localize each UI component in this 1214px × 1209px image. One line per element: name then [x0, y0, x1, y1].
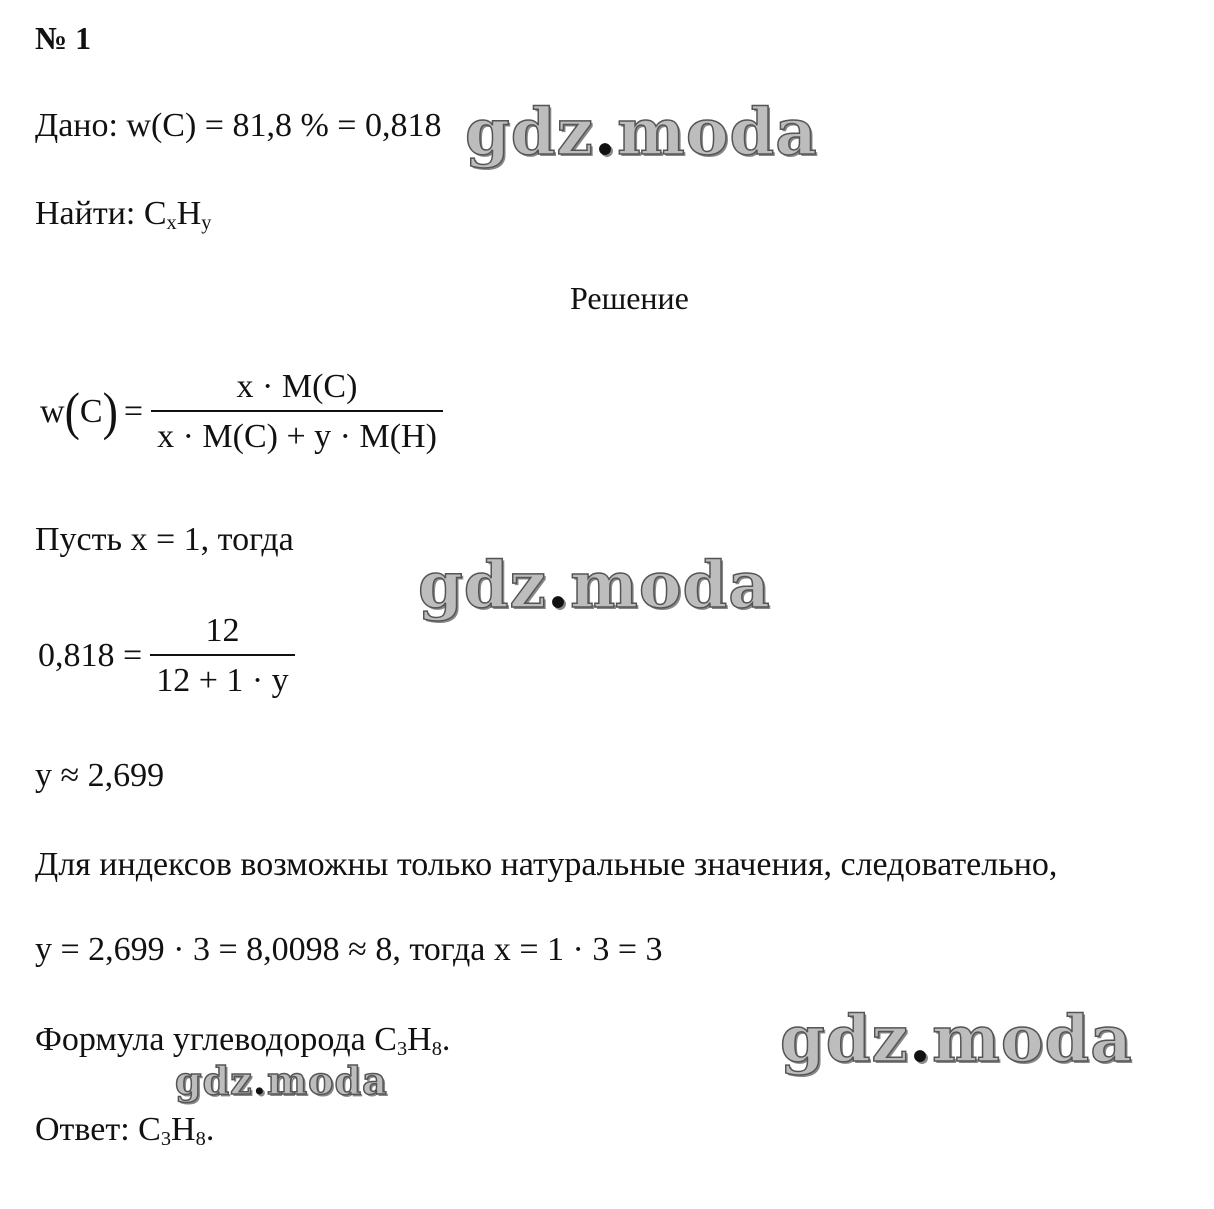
- formula-result-sub8: 8: [431, 1038, 442, 1061]
- formula-result-h: H: [407, 1021, 432, 1058]
- watermark-logo: gdz.moda: [465, 95, 818, 170]
- formula-result-sub3: 3: [396, 1038, 408, 1061]
- answer-h: H: [171, 1111, 196, 1148]
- find-c: C: [143, 195, 167, 232]
- answer-label: Ответ: C: [35, 1111, 161, 1148]
- formula-result-label: Формула углеводорода C: [35, 1021, 397, 1058]
- let-line: Пусть x = 1, тогда: [35, 521, 294, 558]
- note-line: Для индексов возможны только натуральные значения, следовательно,: [35, 846, 1058, 883]
- answer-line: [35, 1110, 214, 1150]
- find-y-sub: y: [201, 212, 212, 235]
- y-value-line: y ≈ 2,699: [35, 757, 165, 794]
- paren-close: ): [102, 382, 118, 441]
- problem-number: № 1: [35, 20, 92, 56]
- substitution-formula: [38, 612, 295, 700]
- formula2-numerator: 12: [205, 612, 240, 649]
- answer-sub3: 3: [160, 1128, 172, 1151]
- formula-result-end: .: [441, 1021, 451, 1058]
- formula1-c: C: [79, 393, 103, 430]
- calc-line: y = 2,699 · 3 = 8,0098 ≈ 8, тогда x = 1 · 3 = 3: [35, 931, 663, 968]
- mass-fraction-formula: [40, 368, 443, 456]
- formula1-denominator: x · M(C) + y · M(H): [151, 410, 443, 456]
- formula1-fraction: [151, 368, 443, 456]
- watermark-logo: gdz.moda: [780, 1002, 1133, 1077]
- find-line: [35, 194, 212, 234]
- watermark-logo: gdz.moda: [175, 1058, 388, 1103]
- find-label: Найти:: [35, 195, 144, 232]
- formula2-denominator: 12 + 1 · y: [150, 654, 295, 700]
- formula1-numerator: x · M(C): [236, 368, 358, 405]
- find-h: H: [176, 195, 202, 232]
- solution-heading: Решение: [570, 280, 689, 316]
- find-x-sub: x: [166, 212, 177, 235]
- paren-open: (: [64, 382, 80, 441]
- answer-end: .: [205, 1111, 215, 1148]
- given-line: Дано: w(C) = 81,8 % = 0,818: [35, 107, 442, 144]
- answer-sub8: 8: [195, 1128, 206, 1151]
- formula1-w: w: [40, 393, 65, 430]
- formula-result-line: [35, 1020, 450, 1060]
- formula1-eq: =: [123, 393, 144, 430]
- formula2-fraction: [150, 612, 295, 700]
- watermark-logo: gdz.moda: [418, 548, 771, 623]
- formula2-lhs: 0,818 =: [38, 637, 143, 674]
